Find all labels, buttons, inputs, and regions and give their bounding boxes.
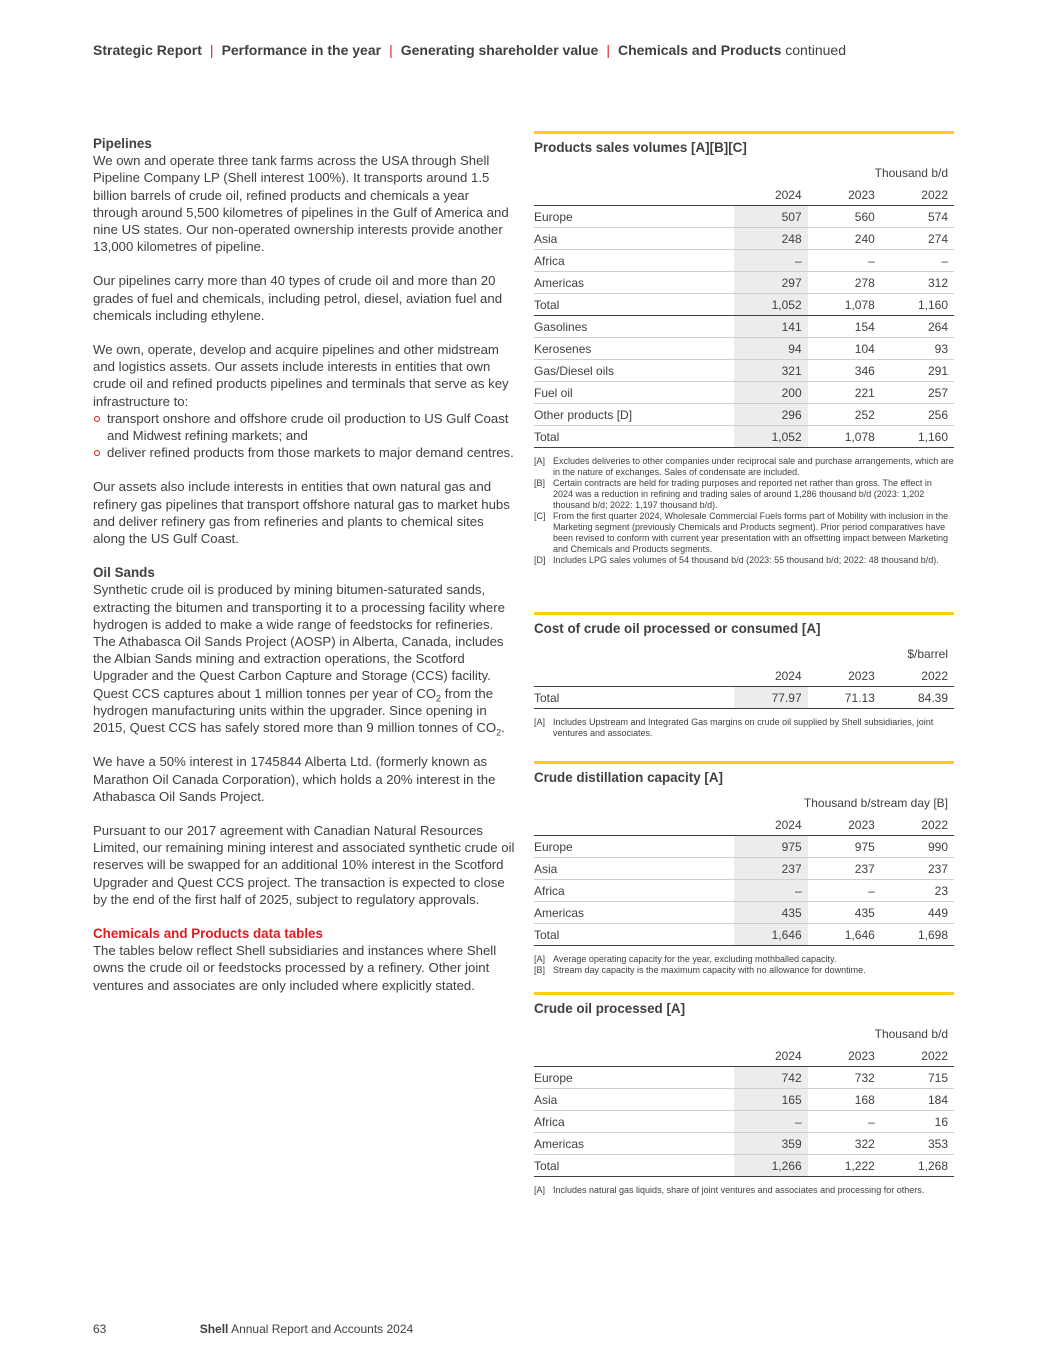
- table-cell: 346: [808, 360, 881, 382]
- table-row: [534, 360, 954, 382]
- footnote: [534, 478, 954, 511]
- table-cell: 507: [734, 206, 807, 228]
- table-cell: 1,160: [881, 426, 954, 448]
- table-notes: [534, 717, 954, 739]
- data-tables-heading: Chemicals and Products data tables: [93, 925, 323, 941]
- table-row: [534, 404, 954, 426]
- table-row: [534, 316, 954, 338]
- table-row: [534, 1133, 954, 1155]
- footnote: [534, 717, 954, 739]
- year-header: 2022: [881, 665, 954, 687]
- row-label: Gas/Diesel oils: [534, 360, 734, 382]
- row-label: Europe: [534, 206, 734, 228]
- breadcrumb-chemicals-products[interactable]: Chemicals and Products: [617, 42, 782, 58]
- table-row: [534, 1111, 954, 1133]
- row-label: Africa: [534, 250, 734, 272]
- table-cell: 975: [734, 836, 807, 858]
- page-header: [93, 42, 993, 58]
- table-cell: 1,698: [881, 924, 954, 946]
- row-label: Africa: [534, 880, 734, 902]
- footnote-tag: [B]: [534, 965, 546, 975]
- table-cell: 165: [734, 1089, 807, 1111]
- table-cell: 1,266: [734, 1155, 807, 1177]
- year-header: 2024: [734, 184, 807, 206]
- table-cell: 256: [881, 404, 954, 426]
- table-row: [534, 1155, 954, 1177]
- table-cell: 240: [808, 228, 881, 250]
- breadcrumb-performance[interactable]: Performance in the year: [221, 42, 382, 58]
- row-label: Fuel oil: [534, 382, 734, 404]
- table-unit: $/barrel: [907, 647, 948, 661]
- table-cell: 264: [881, 316, 954, 338]
- table-cell: 435: [734, 902, 807, 924]
- data-tables-paragraph: The tables below reflect Shell subsidiaries and instances where Shell owns the crude oil or feedstocks processed by a refinery. Other joint ventures and associates are only included where explicitly stated.: [93, 943, 497, 993]
- table-cell: 322: [808, 1133, 881, 1155]
- footer-report-title: Annual Report and Accounts 2024: [231, 1322, 414, 1336]
- table-cell: 252: [808, 404, 881, 426]
- footnote-text: Stream day capacity is the maximum capacity with no allowance for downtime.: [553, 965, 866, 975]
- table-cell: 84.39: [881, 687, 954, 709]
- table-row: [534, 902, 954, 924]
- footnote: [534, 965, 954, 976]
- table-cell: 221: [808, 382, 881, 404]
- table-header-row: [534, 1045, 954, 1067]
- row-label: Other products [D]: [534, 404, 734, 426]
- table-cell: –: [808, 250, 881, 272]
- breadcrumb-separator: |: [209, 42, 214, 58]
- table-row: [534, 228, 954, 250]
- row-label: Asia: [534, 228, 734, 250]
- table-cell: 257: [881, 382, 954, 404]
- table-cell: 742: [734, 1067, 807, 1089]
- table-cell: 449: [881, 902, 954, 924]
- year-header: 2023: [808, 1045, 881, 1067]
- footnote-text: Average operating capacity for the year, excluding mothballed capacity.: [553, 954, 837, 964]
- table-cell: 297: [734, 272, 807, 294]
- row-label: Total: [534, 426, 734, 448]
- oil-sands-paragraph-3: Pursuant to our 2017 agreement with Canadian Natural Resources Limited, our remaining mining interest and associated synthetic crude oil reserves will be swapped for an additional 10% interest in the Scotford Upgrader and Quest CCS project. The transaction is expected to close by the end of the first half of 2025, subject to regulatory approvals.: [93, 822, 515, 907]
- breadcrumb-shareholder-value[interactable]: Generating shareholder value: [400, 42, 599, 58]
- table-row: [534, 687, 954, 709]
- table-title: Crude distillation capacity [A]: [534, 761, 954, 792]
- table-cell: 248: [734, 228, 807, 250]
- row-label: Asia: [534, 858, 734, 880]
- table-cell: 184: [881, 1089, 954, 1111]
- row-label: Total: [534, 1155, 734, 1177]
- list-item: deliver refined products from those markets to major demand centres.: [93, 444, 515, 461]
- table-cell: 1,052: [734, 294, 807, 316]
- footnote-text: Includes Upstream and Integrated Gas margins on crude oil supplied by Shell subsidiaries, joint ventures and associates.: [553, 717, 934, 738]
- table-cell: –: [808, 880, 881, 902]
- header-cell: [534, 184, 734, 206]
- table-notes: [534, 456, 954, 566]
- row-label: Africa: [534, 1111, 734, 1133]
- data-table: [534, 1045, 954, 1177]
- table-header-row: [534, 814, 954, 836]
- year-header: 2024: [734, 1045, 807, 1067]
- left-column: [93, 135, 515, 1011]
- footnote-text: Excludes deliveries to other companies under reciprocal sale and purchase arrangements, which are in the nature of exchanges. Sales of condensate are included.: [553, 456, 954, 477]
- table-cell: 291: [881, 360, 954, 382]
- table-cell: 94: [734, 338, 807, 360]
- table-cell: 359: [734, 1133, 807, 1155]
- table-row: [534, 1067, 954, 1089]
- row-label: Total: [534, 924, 734, 946]
- table-cell: –: [734, 1111, 807, 1133]
- table-cell: 141: [734, 316, 807, 338]
- footer-brand: Shell: [199, 1322, 229, 1336]
- table-cell: 574: [881, 206, 954, 228]
- breadcrumb-strategic-report[interactable]: Strategic Report: [93, 42, 202, 58]
- table-cell: 168: [808, 1089, 881, 1111]
- table-cell: 1,078: [808, 426, 881, 448]
- data-table: [534, 665, 954, 709]
- table-row: [534, 426, 954, 448]
- row-label: Europe: [534, 836, 734, 858]
- cost-of-crude-table: [534, 612, 954, 739]
- table-title: Products sales volumes [A][B][C]: [534, 131, 954, 162]
- header-cell: [534, 814, 734, 836]
- list-item: transport onshore and offshore crude oil production to US Gulf Coast and Midwest refining markets; and: [93, 410, 515, 444]
- footnote-text: Includes LPG sales volumes of 54 thousand b/d (2023: 55 thousand b/d; 2022: 48 thousand b/d).: [553, 555, 939, 565]
- table-cell: –: [734, 250, 807, 272]
- footnote-tag: [B]: [534, 478, 546, 488]
- table-cell: 237: [734, 858, 807, 880]
- footnote: [534, 954, 954, 965]
- pipelines-paragraph-1: We own and operate three tank farms across the USA through Shell Pipeline Company LP (Shell interest 100%). It transports around 1.5 billion barrels of crude oil, refined products and chemicals a year through around 5,500 kilometres of pipelines in the Gulf of America and nine US states. Our non-operated ownership interests provide another 13,000 kilometres of pipeline.: [93, 153, 509, 255]
- table-cell: –: [808, 1111, 881, 1133]
- table-cell: 732: [808, 1067, 881, 1089]
- table-cell: 296: [734, 404, 807, 426]
- page-footer: [93, 1322, 413, 1336]
- year-header: 2022: [881, 814, 954, 836]
- year-header: 2024: [734, 665, 807, 687]
- footnote: [534, 511, 954, 555]
- footnote: [534, 456, 954, 478]
- table-cell: 435: [808, 902, 881, 924]
- header-cell: [534, 1045, 734, 1067]
- table-row: [534, 294, 954, 316]
- row-label: Asia: [534, 1089, 734, 1111]
- row-label: Kerosenes: [534, 338, 734, 360]
- table-title: Crude oil processed [A]: [534, 992, 954, 1023]
- table-cell: 23: [881, 880, 954, 902]
- footnote-tag: [A]: [534, 954, 546, 964]
- table-cell: 16: [881, 1111, 954, 1133]
- year-header: 2023: [808, 814, 881, 836]
- breadcrumb-continued: continued: [785, 42, 846, 58]
- footnote-tag: [A]: [534, 1185, 546, 1195]
- table-unit: Thousand b/stream day [B]: [803, 796, 948, 810]
- row-label: Total: [534, 687, 734, 709]
- table-cell: 560: [808, 206, 881, 228]
- oil-sands-paragraph-1: Synthetic crude oil is produced by mining bitumen-saturated sands, extracting the bitumen and transporting it to a processing facility where hydrogen is added to make a wide range of feedstocks for refineries. The Athabasca Oil Sands Project (AOSP) in Alberta, Canada, includes the Albian Sands mining and extraction operations, the Scotford Upgrader and the Quest Carbon Capture and Storage (CCS) facility. Quest CCS captures about 1 million tonnes per year of $CO_2$ from the hydrogen manufacturing units within the upgrader. Since opening in 2015, Quest CCS has safely stored more than 9 million tonnes of $CO_2$.: [93, 582, 505, 738]
- table-cell: 1,052: [734, 426, 807, 448]
- table-notes: [534, 954, 954, 976]
- table-cell: 1,078: [808, 294, 881, 316]
- row-label: Americas: [534, 272, 734, 294]
- table-cell: 1,646: [808, 924, 881, 946]
- table-cell: 990: [881, 836, 954, 858]
- footnote-tag: [A]: [534, 456, 546, 466]
- year-header: 2023: [808, 184, 881, 206]
- table-cell: 1,160: [881, 294, 954, 316]
- table-cell: 237: [808, 858, 881, 880]
- year-header: 2024: [734, 814, 807, 836]
- pipelines-paragraph-3: We own, operate, develop and acquire pipelines and other midstream and logistics assets. Our assets include interests in entities that own crude oil and refined products pipelines and terminals that serve as key infrastructure to:: [93, 342, 509, 409]
- table-cell: 312: [881, 272, 954, 294]
- table-cell: 104: [808, 338, 881, 360]
- table-cell: –: [881, 250, 954, 272]
- table-title: Cost of crude oil processed or consumed [A]: [534, 612, 954, 643]
- year-header: 2023: [808, 665, 881, 687]
- breadcrumb-separator: |: [606, 42, 610, 58]
- year-header: 2022: [881, 184, 954, 206]
- data-table: [534, 814, 954, 946]
- footnote-text: From the first quarter 2024, Wholesale Commercial Fuels forms part of Mobility with inclusion in the Marketing segment (previously Chemicals and Products segment). Prior period comparatives have been revised to conform with current year presentation with an offsetting impact between Marketing and Chemicals and Products segments.: [553, 511, 949, 554]
- table-cell: 1,646: [734, 924, 807, 946]
- table-cell: 93: [881, 338, 954, 360]
- table-cell: 1,268: [881, 1155, 954, 1177]
- row-label: Europe: [534, 1067, 734, 1089]
- table-row: [534, 858, 954, 880]
- table-cell: 975: [808, 836, 881, 858]
- row-label: Americas: [534, 902, 734, 924]
- footnote-tag: [C]: [534, 511, 546, 521]
- table-cell: –: [734, 880, 807, 902]
- table-row: [534, 206, 954, 228]
- table-row: [534, 836, 954, 858]
- table-cell: 1,222: [808, 1155, 881, 1177]
- table-cell: 715: [881, 1067, 954, 1089]
- year-header: 2022: [881, 1045, 954, 1067]
- page-number: 63: [93, 1322, 107, 1336]
- table-cell: 321: [734, 360, 807, 382]
- table-row: [534, 382, 954, 404]
- table-unit: Thousand b/d: [874, 1027, 948, 1041]
- footnote-tag: [A]: [534, 717, 546, 727]
- footnote: [534, 555, 954, 566]
- header-cell: [534, 665, 734, 687]
- table-cell: 353: [881, 1133, 954, 1155]
- oil-sands-paragraph-2: We have a 50% interest in 1745844 Alberta Ltd. (formerly known as Marathon Oil Canada Corporation), which holds a 20% interest in the Athabasca Oil Sands Project.: [93, 754, 496, 804]
- table-row: [534, 272, 954, 294]
- footnote-text: Certain contracts are held for trading purposes and reported net rather than gross. The effect in 2024 was a reduction in refining and trading sales of around 1,286 thousand b/d (2023: 1,202 thousand b/d; 2022: 1,197 thousand b/d).: [553, 478, 932, 510]
- table-cell: 71.13: [808, 687, 881, 709]
- breadcrumb-separator: |: [389, 42, 393, 58]
- table-header-row: [534, 665, 954, 687]
- crude-oil-processed-table: [534, 992, 954, 1196]
- table-cell: 237: [881, 858, 954, 880]
- table-row: [534, 924, 954, 946]
- table-cell: 154: [808, 316, 881, 338]
- pipelines-paragraph-4: Our assets also include interests in entities that own natural gas and refinery gas pipelines that transport offshore natural gas to market hubs and deliver refinery gas from refineries and plants to chemical sites along the US Gulf Coast.: [93, 479, 510, 547]
- row-label: Total: [534, 294, 734, 316]
- infrastructure-list: [93, 410, 515, 462]
- products-sales-volumes-table: [534, 131, 954, 566]
- data-table: [534, 184, 954, 448]
- table-cell: 278: [808, 272, 881, 294]
- footnote-text: Includes natural gas liquids, share of joint ventures and associates and processing for others.: [553, 1185, 925, 1195]
- table-cell: 274: [881, 228, 954, 250]
- pipelines-paragraph-2: Our pipelines carry more than 40 types of crude oil and more than 20 grades of fuel and chemicals, including petrol, diesel, aviation fuel and chemicals including ethylene.: [93, 273, 503, 323]
- footnote: [534, 1185, 954, 1196]
- table-row: [534, 250, 954, 272]
- table-row: [534, 1089, 954, 1111]
- footnote-tag: [D]: [534, 555, 546, 565]
- row-label: Americas: [534, 1133, 734, 1155]
- table-unit: Thousand b/d: [874, 166, 948, 180]
- table-header-row: [534, 184, 954, 206]
- table-row: [534, 338, 954, 360]
- oil-sands-heading: Oil Sands: [93, 565, 155, 581]
- table-cell: 77.97: [734, 687, 807, 709]
- table-cell: 200: [734, 382, 807, 404]
- pipelines-heading: Pipelines: [93, 136, 152, 151]
- row-label: Gasolines: [534, 316, 734, 338]
- crude-distillation-capacity-table: [534, 761, 954, 976]
- table-row: [534, 880, 954, 902]
- table-notes: [534, 1185, 954, 1196]
